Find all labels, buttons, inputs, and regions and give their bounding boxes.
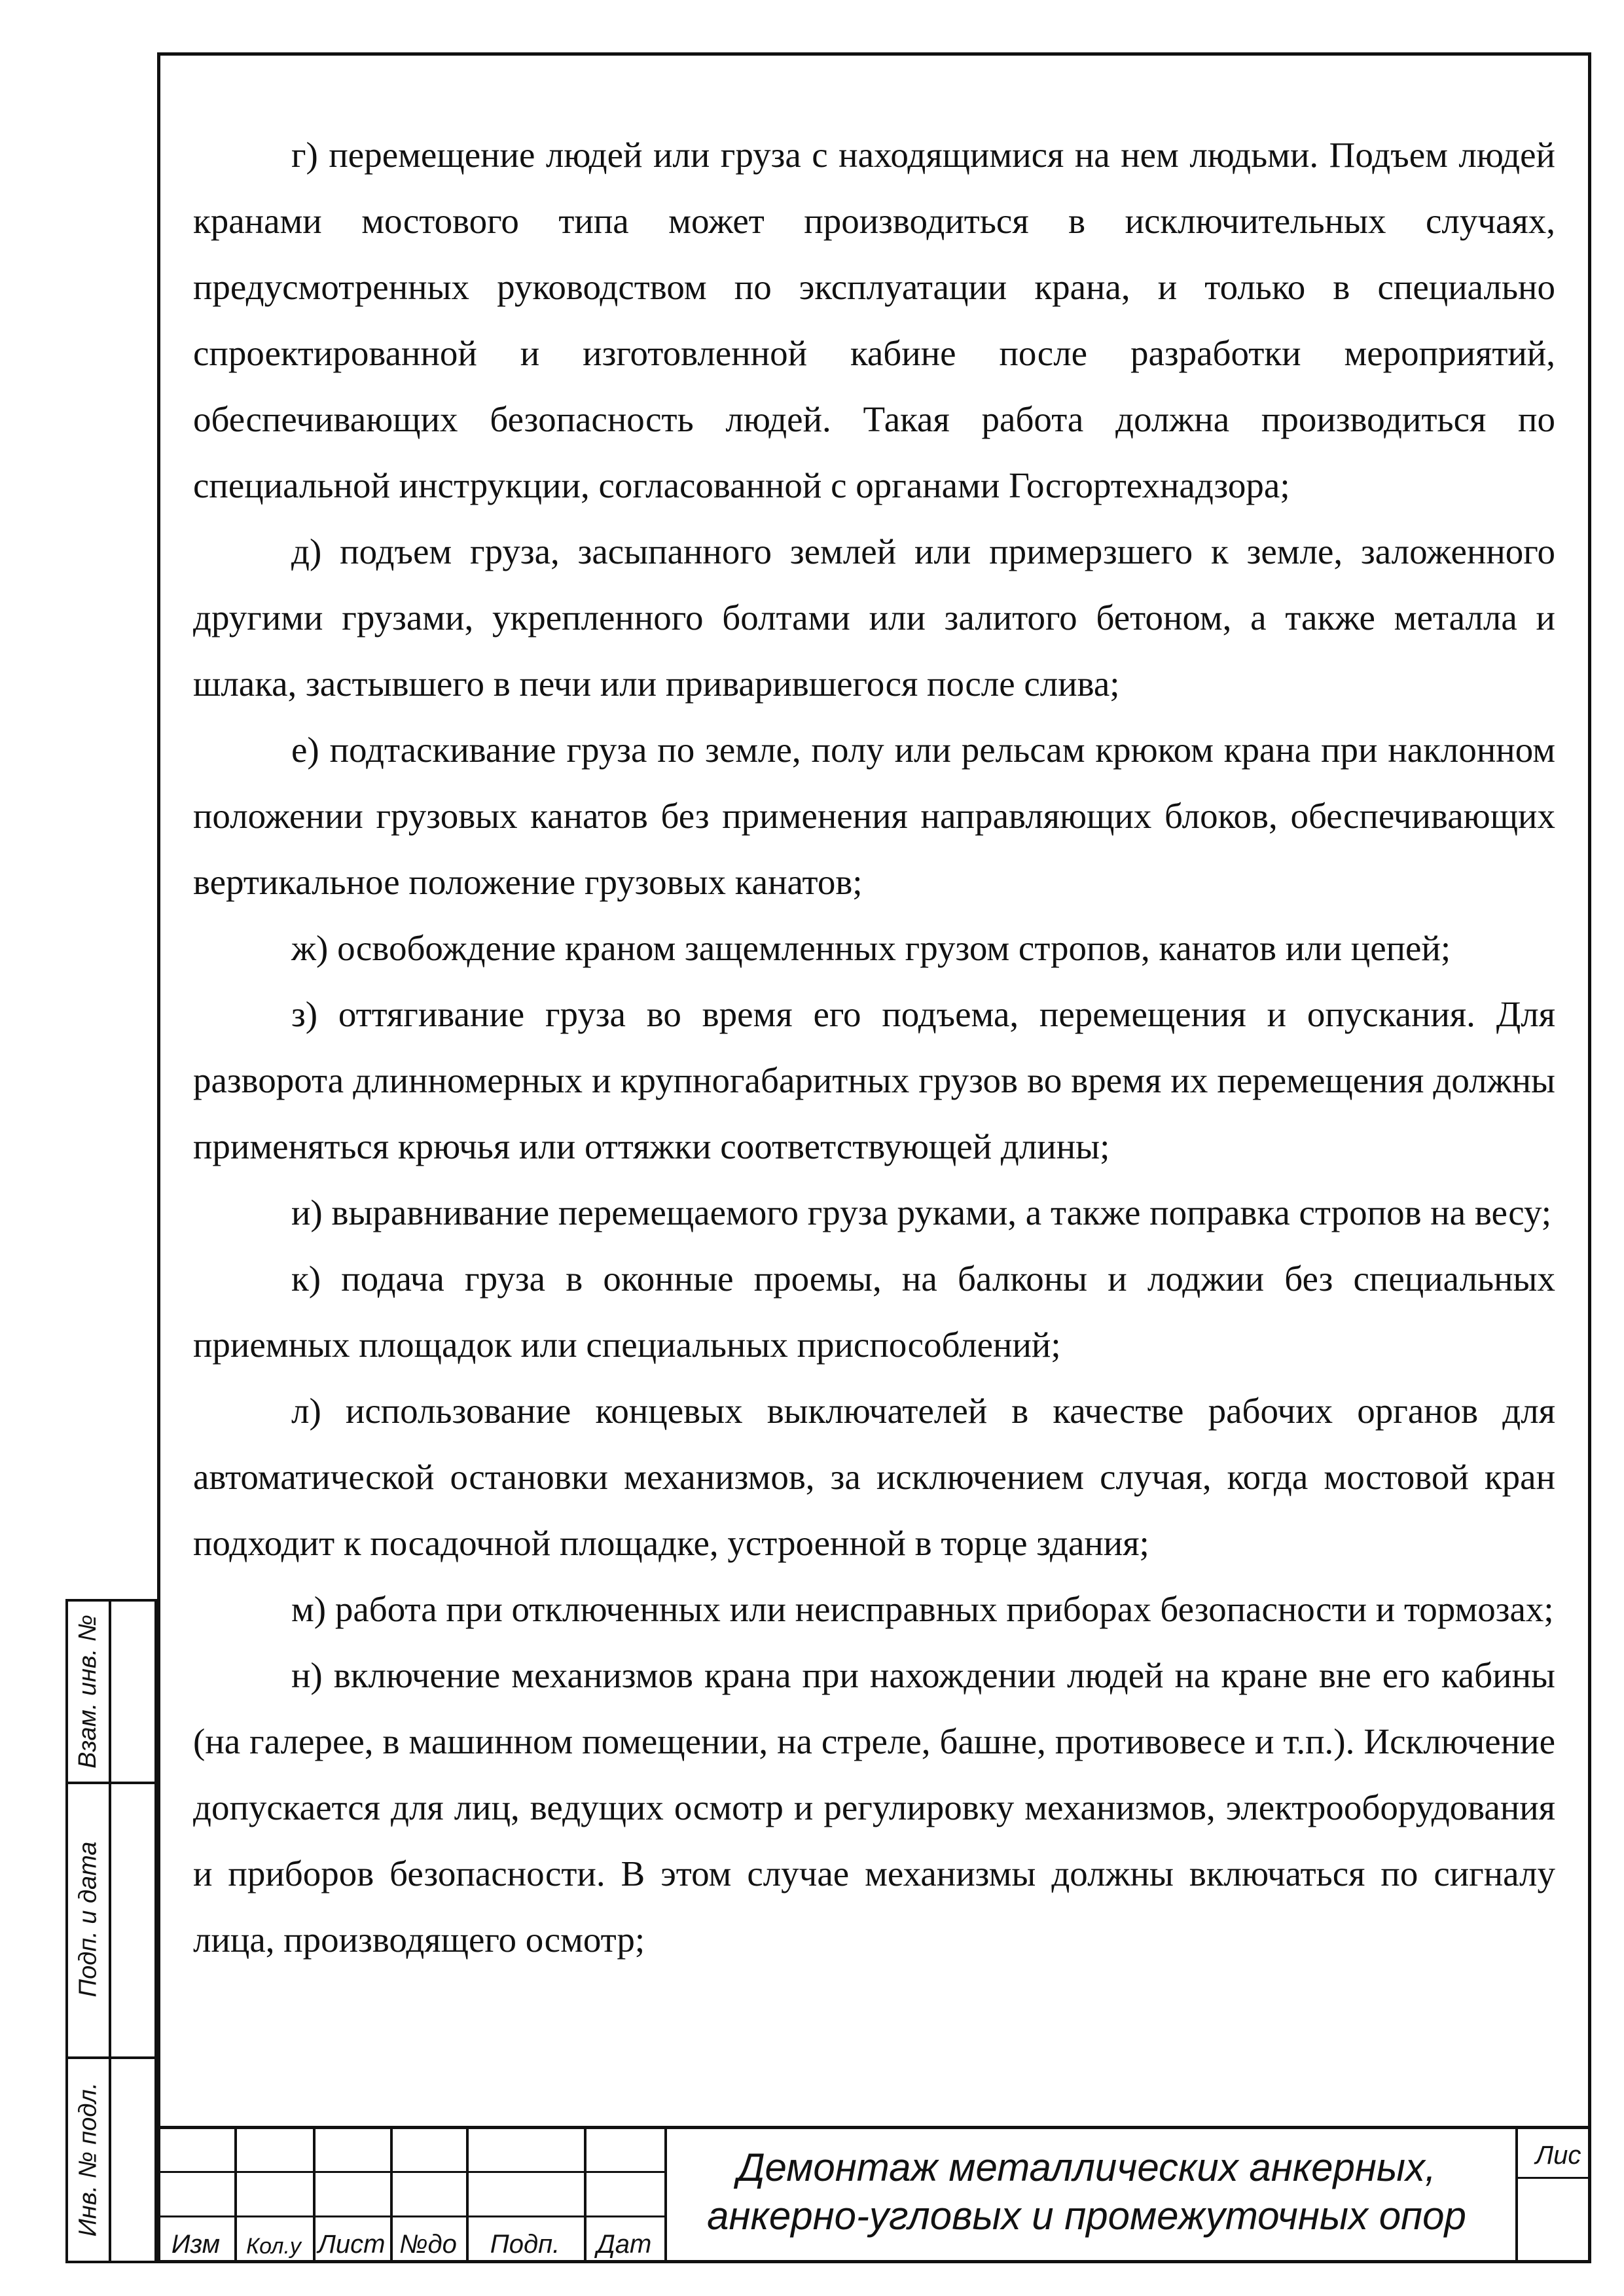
paragraph-i: и) выравнивание перемещаемого груза руками, а также поправка стропов на весу; bbox=[291, 1193, 1552, 1232]
paragraph-k: к) подача груза в оконные проемы, на балконы и лоджии без специальных приемных площадок или специальных приспособлений; bbox=[193, 1259, 1555, 1365]
inv-podl-label: Инв. № подл. bbox=[74, 2082, 102, 2237]
paragraph-g: г) перемещение людей или груза с находящимися на нем людьми. Подъем людей кранами мостового типа может производиться в исключительных случаях, предусмотренных руководством по эксплуатации крана, и только в специально спроектированной и изготовленной кабине после разработки мероприятий, обеспечивающих безопасность людей. Такая работа должна производиться по специальной инструкции, согласованной с органами Госгортехнадзора; bbox=[193, 135, 1555, 505]
paragraph-e: е) подтаскивание груза по земле, полу или рельсам крюком крана при наклонном положении грузовых канатов без применения направляющих блоков, обеспечивающих вертикальное положение грузовых канатов; bbox=[193, 730, 1555, 902]
title-block bbox=[157, 2126, 1591, 2263]
podp-data-label: Подп. и дата bbox=[74, 1841, 102, 1997]
paragraph-zh: ж) освобождение краном защемленных грузом стропов, канатов или цепей; bbox=[291, 928, 1451, 968]
vzam-inv-label: Взам. инв. № bbox=[74, 1614, 102, 1769]
side-stamp-divider bbox=[109, 1602, 111, 2261]
title-block-sheet-line bbox=[1515, 2177, 1591, 2179]
col-podp-label: Подп. bbox=[490, 2230, 560, 2259]
col-izm-label: Изм bbox=[171, 2230, 221, 2259]
side-stamp bbox=[65, 1599, 157, 2263]
sheet-label: Лис bbox=[1535, 2141, 1581, 2170]
document-title: Демонтаж металлических анкерных, анкерно-угловых и промежуточных опор bbox=[707, 2145, 1466, 2238]
paragraph-z: з) оттягивание груза во время его подъема, перемещения и опускания. Для разворота длинномерных и крупногабаритных грузов во время их перемещения должны применяться крючья или оттяжки соответствующей длины; bbox=[193, 994, 1555, 1166]
col-kolu-label: Кол.у bbox=[246, 2234, 301, 2259]
paragraph-n: н) включение механизмов крана при нахождении людей на кране вне его кабины (на галерее, в машинном помещении, на стреле, башне, противовесе и т.п.). Исключение допускается для лиц, ведущих осмотр и регулировку механизмов, электрооборудования и приборов безопасности. В этом случае механизмы должны включаться по сигналу лица, производящего осмотр; bbox=[193, 1655, 1555, 1960]
title-block-row-line bbox=[157, 2215, 664, 2217]
col-date-label: Дат bbox=[596, 2230, 652, 2259]
paragraph-l: л) использование концевых выключателей в качестве рабочих органов для автоматической остановки механизмов, за исключением случая, когда мостовой кран подходит к посадочной площадке, устроенной в торце здания; bbox=[193, 1391, 1555, 1563]
document-body bbox=[193, 122, 1555, 1973]
col-ndoc-label: №до bbox=[399, 2230, 457, 2259]
title-block-row-line bbox=[157, 2171, 664, 2173]
paragraph-d: д) подъем груза, засыпанного землей или примерзшего к земле, заложенного другими грузами, укрепленного болтами или залитого бетоном, а также металла и шлака, застывшего в печи или приварившегося после слива; bbox=[193, 531, 1555, 704]
title-block-col-line bbox=[1515, 2129, 1518, 2263]
paragraph-m: м) работа при отключенных или неисправных приборах безопасности и тормозах; bbox=[291, 1589, 1554, 1629]
col-list-label: Лист bbox=[317, 2230, 386, 2259]
